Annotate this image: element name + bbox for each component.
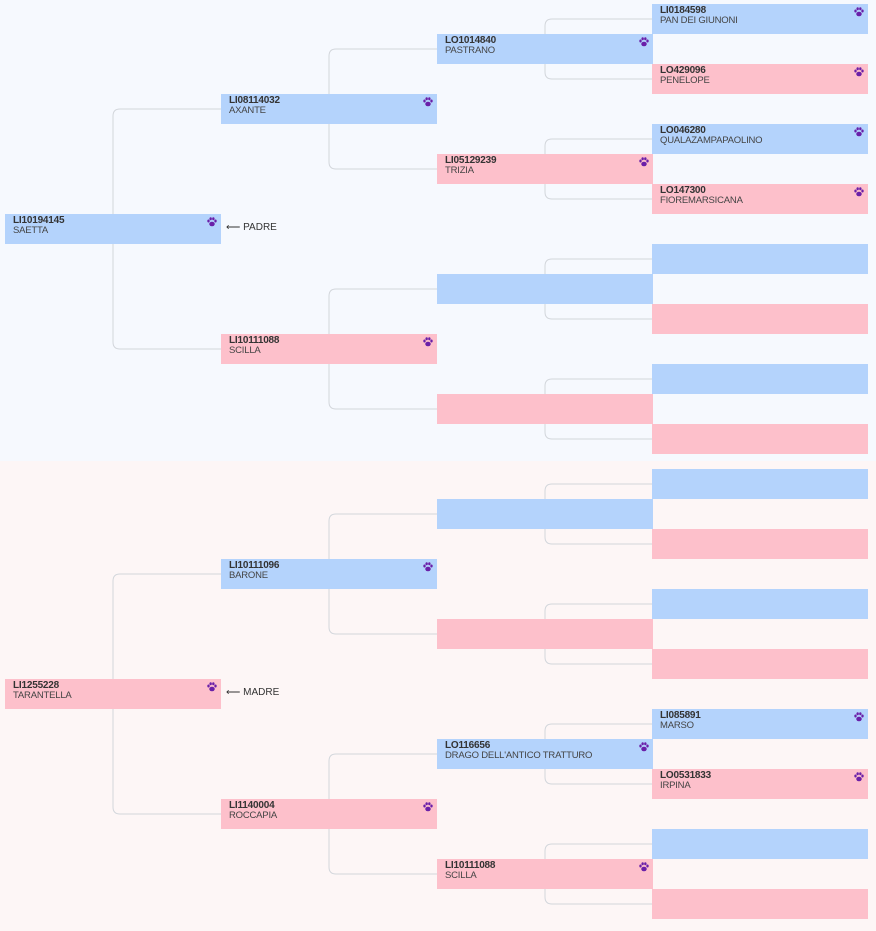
dam-sire-dam-card xyxy=(437,619,653,649)
paw-print-icon[interactable] xyxy=(206,216,218,228)
sire-dam-sire-sire-card xyxy=(652,244,868,274)
left-arrow-icon: ⟵ xyxy=(226,687,241,698)
registration-number: LI10111088 xyxy=(445,860,496,871)
registration-number: LO116656 xyxy=(445,740,491,751)
dam-sire-sire-sire-card xyxy=(652,469,868,499)
paw-print-icon[interactable] xyxy=(853,186,865,198)
dog-name: PAN DEI GIUNONI xyxy=(660,15,738,26)
paw-print-icon[interactable] xyxy=(853,771,865,783)
dog-name: AXANTE xyxy=(229,105,266,116)
dog-name: QUALAZAMPAPAOLINO xyxy=(660,135,763,146)
sire-dam-sire-dam-card xyxy=(652,304,868,334)
registration-number: LI0184598 xyxy=(660,5,707,16)
left-arrow-icon: ⟵ xyxy=(226,222,241,233)
dam-dam-dam-dam-card xyxy=(652,889,868,919)
paw-print-icon[interactable] xyxy=(206,681,218,693)
registration-number: LO147300 xyxy=(660,185,706,196)
dog-name: DRAGO DELL'ANTICO TRATTURO xyxy=(445,750,593,761)
sire-dam-dam-card xyxy=(437,394,653,424)
paw-print-icon[interactable] xyxy=(422,96,434,108)
dog-name: IRPINA xyxy=(660,780,691,791)
dog-name: SCILLA xyxy=(229,345,261,356)
sire-sire-sire-sire-card[interactable] xyxy=(652,4,868,34)
dog-name: TARANTELLA xyxy=(13,690,72,701)
dam-card[interactable] xyxy=(5,679,221,709)
sire-sire-sire-dam-card[interactable] xyxy=(652,64,868,94)
dog-name: BARONE xyxy=(229,570,268,581)
sire-sire-card[interactable] xyxy=(221,94,437,124)
registration-number: LO0531833 xyxy=(660,770,712,781)
paw-print-icon[interactable] xyxy=(638,861,650,873)
registration-number: LI10111088 xyxy=(229,335,280,346)
paw-print-icon[interactable] xyxy=(638,156,650,168)
sire-sire-dam-dam-card[interactable] xyxy=(652,184,868,214)
dog-name: SAETTA xyxy=(13,225,49,236)
paw-print-icon[interactable] xyxy=(638,741,650,753)
registration-number: LO1014840 xyxy=(445,35,497,46)
dam-dam-card[interactable] xyxy=(221,799,437,829)
sire-dam-dam-sire-card xyxy=(652,364,868,394)
registration-number: LO046280 xyxy=(660,125,706,136)
registration-number: LI05129239 xyxy=(445,155,497,166)
sire-sire-dam-sire-card[interactable] xyxy=(652,124,868,154)
dog-name: FIOREMARSICANA xyxy=(660,195,743,206)
paw-print-icon[interactable] xyxy=(422,561,434,573)
registration-number: LI10194145 xyxy=(13,215,65,226)
dam-sire-sire-card xyxy=(437,499,653,529)
sire-sire-sire-card[interactable] xyxy=(437,34,653,64)
dam-dam-dam-card[interactable] xyxy=(437,859,653,889)
sire-card[interactable] xyxy=(5,214,221,244)
sire-dam-sire-card xyxy=(437,274,653,304)
registration-number: LI1140004 xyxy=(229,800,275,811)
registration-number: LO429096 xyxy=(660,65,706,76)
paw-print-icon[interactable] xyxy=(853,6,865,18)
paw-print-icon[interactable] xyxy=(422,801,434,813)
sire-dam-dam-dam-card xyxy=(652,424,868,454)
dam-sire-sire-dam-card xyxy=(652,529,868,559)
registration-number: LI10111096 xyxy=(229,560,280,571)
registration-number: LI08114032 xyxy=(229,95,280,106)
dam-dam-sire-dam-card[interactable] xyxy=(652,769,868,799)
dam-dam-sire-sire-card[interactable] xyxy=(652,709,868,739)
dog-name: SCILLA xyxy=(445,870,477,881)
dog-name: PASTRANO xyxy=(445,45,495,56)
dog-name: ROCCAPIA xyxy=(229,810,278,821)
dam-sire-card[interactable] xyxy=(221,559,437,589)
sire-dam-card[interactable] xyxy=(221,334,437,364)
connector-path xyxy=(113,19,652,904)
registration-number: LI1255228 xyxy=(13,680,60,691)
dog-name: MARSO xyxy=(660,720,694,731)
dam-dam-dam-sire-card xyxy=(652,829,868,859)
paw-print-icon[interactable] xyxy=(853,126,865,138)
paw-print-icon[interactable] xyxy=(853,66,865,78)
sire-role-label: ⟵ PADRE xyxy=(226,222,277,233)
paw-print-icon[interactable] xyxy=(853,711,865,723)
paw-print-icon[interactable] xyxy=(638,36,650,48)
dam-dam-sire-card[interactable] xyxy=(437,739,653,769)
sire-sire-dam-card[interactable] xyxy=(437,154,653,184)
dog-name: TRIZIA xyxy=(445,165,474,176)
dog-name: PENELOPE xyxy=(660,75,710,86)
registration-number: LI085891 xyxy=(660,710,701,721)
dam-sire-dam-dam-card xyxy=(652,649,868,679)
dam-role-label: ⟵ MADRE xyxy=(226,687,280,698)
dam-sire-dam-sire-card xyxy=(652,589,868,619)
paw-print-icon[interactable] xyxy=(422,336,434,348)
